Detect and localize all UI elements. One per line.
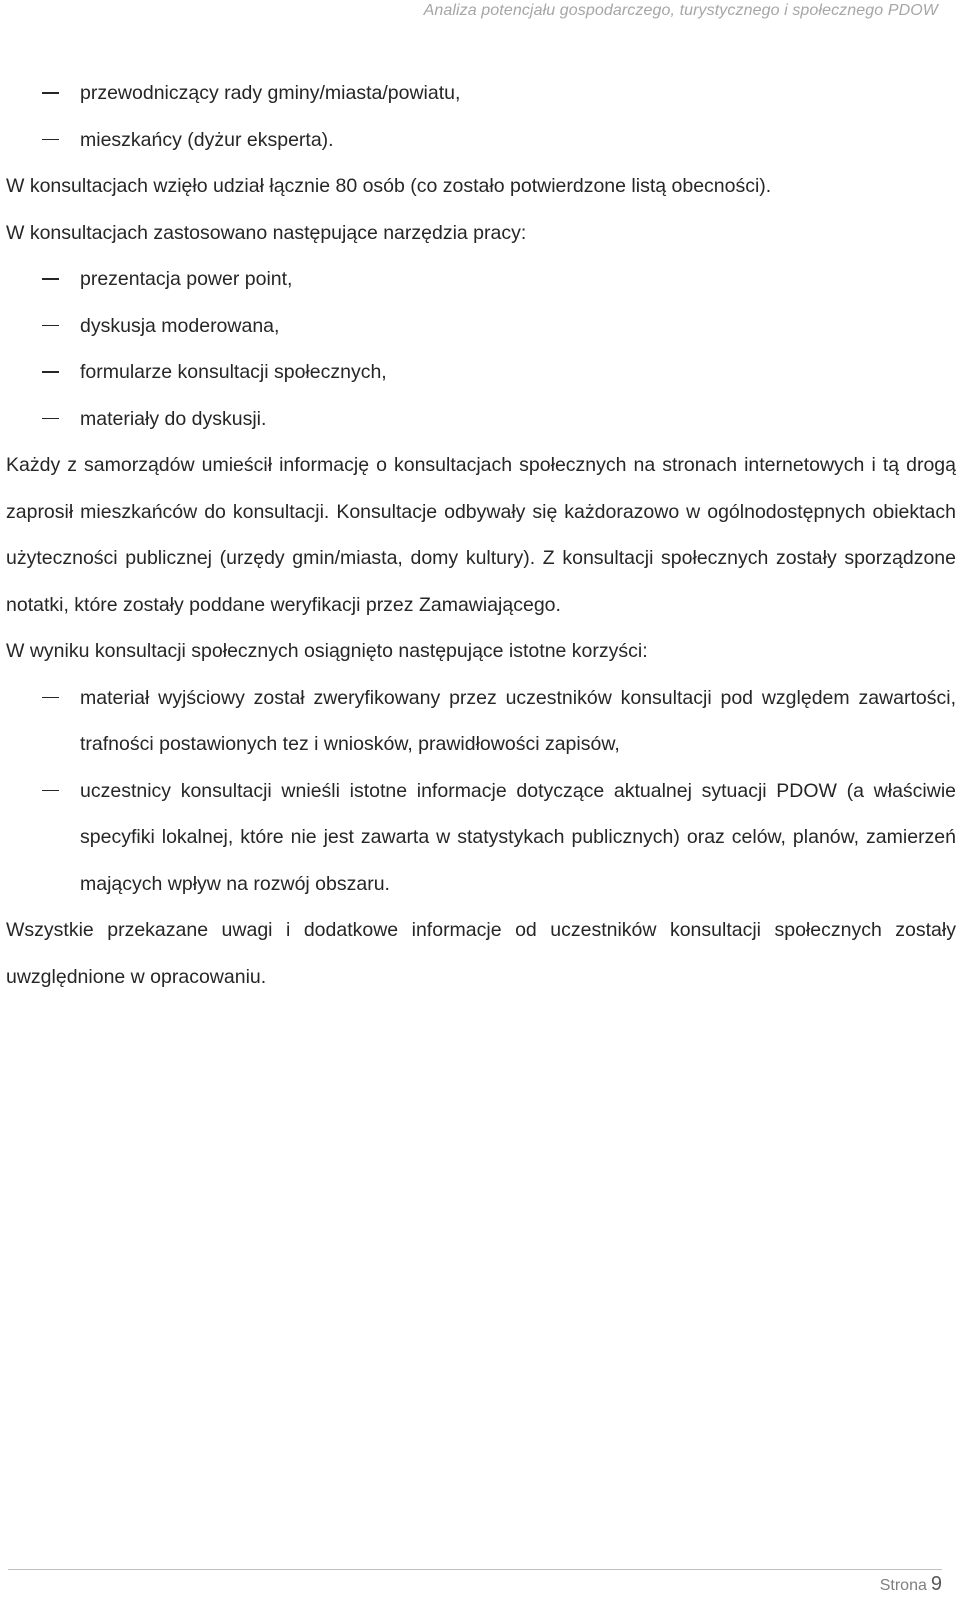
list-item-text: formularze konsultacji społecznych,	[80, 361, 387, 383]
page-number	[880, 1573, 942, 1596]
dash-bullet-icon	[42, 790, 59, 792]
dash-bullet-icon	[42, 139, 59, 141]
paragraph-benefits-intro: W wyniku konsultacji społecznych osiągnięto następujące istotne korzyści:	[6, 640, 648, 662]
dash-bullet-icon	[42, 325, 59, 327]
dash-bullet-icon	[42, 278, 59, 280]
list-item	[6, 303, 956, 350]
list-item	[6, 768, 956, 908]
paragraph-consultation-process: Każdy z samorządów umieścił informację o konsultacjach społecznych na stronach internetowych i tą drogą zaprosił mieszkańców do konsultacji. Konsultacje odbywały się każdorazowo w ogólnodostępnych obiektach użyteczności publicznej (urzędy gmin/miasta, domy kultury). Z konsultacji społecznych zostały sporządzone notatki, które zostały poddane weryfikacji przez Zamawiającego.	[6, 454, 956, 616]
list-item	[6, 349, 956, 396]
participants-list	[6, 70, 956, 163]
list-item	[6, 256, 956, 303]
list-item	[6, 70, 956, 117]
list-item-text: materiały do dyskusji.	[80, 407, 267, 430]
footer-divider	[8, 1569, 942, 1570]
page-label: Strona	[879, 1577, 927, 1594]
list-item-text: uczestnicy konsultacji wnieśli istotne informacje dotyczące aktualnej sytuacji PDOW (a właściwie specyfiki lokalnej, które nie jest zawarta w statystykach publicznych) oraz celów, planów, zamierzeń mających wpływ na rozwój obszaru.	[80, 779, 956, 895]
list-item	[6, 396, 956, 443]
list-item-text: materiał wyjściowy został zweryfikowany przez uczestników konsultacji pod względem zawartości, trafności postawionych tez i wniosków, prawidłowości zapisów,	[80, 686, 956, 755]
tools-list	[6, 256, 956, 442]
list-item	[6, 117, 956, 164]
dash-bullet-icon	[42, 418, 59, 420]
document-body	[6, 70, 956, 1000]
dash-bullet-icon	[42, 371, 59, 373]
list-item	[6, 675, 956, 768]
page-number-value: 9	[930, 1573, 942, 1595]
benefits-list	[6, 675, 956, 908]
list-item-text: prezentacja power point,	[80, 268, 293, 290]
paragraph-conclusion: Wszystkie przekazane uwagi i dodatkowe informacje od uczestników konsultacji społecznych zostały uwzględnione w opracowaniu.	[6, 919, 956, 988]
page-footer	[0, 1569, 942, 1595]
dash-bullet-icon	[42, 92, 59, 94]
paragraph-participants-count: W konsultacjach wzięło udział łącznie 80 osób (co zostało potwierdzone listą obecności).	[6, 175, 772, 197]
list-item-text: dyskusja moderowana,	[80, 314, 280, 337]
list-item-text: przewodniczący rady gminy/miasta/powiatu,	[80, 82, 461, 104]
page-header-title: Analiza potencjału gospodarczego, turystycznego i społecznego PDOW	[423, 2, 938, 19]
paragraph-tools-intro: W konsultacjach zastosowano następujące narzędzia pracy:	[6, 221, 527, 244]
list-item-text: mieszkańcy (dyżur eksperta).	[80, 128, 334, 151]
dash-bullet-icon	[42, 697, 59, 699]
